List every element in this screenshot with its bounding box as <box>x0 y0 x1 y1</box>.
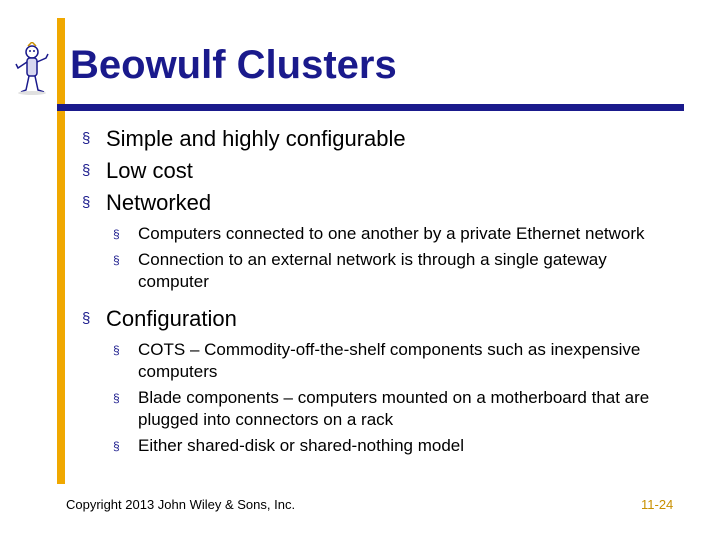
sub-bullet-item <box>80 435 680 457</box>
slide-title: Beowulf Clusters <box>70 43 397 87</box>
bullet-text: Networked <box>106 190 212 215</box>
sub-bullet-icon: § <box>113 391 120 405</box>
sub-bullet-text: Connection to an external network is through a single gateway computer <box>138 250 607 291</box>
sub-bullet-text: Either shared-disk or shared-nothing model <box>138 436 465 455</box>
bullet-icon: § <box>82 162 91 179</box>
bullet-item <box>80 303 680 335</box>
bullet-icon: § <box>82 130 91 147</box>
bullet-item <box>80 123 680 155</box>
sub-bullet-item <box>80 249 680 293</box>
bullet-icon: § <box>82 194 91 211</box>
sub-bullet-icon: § <box>113 253 120 267</box>
sub-bullet-item <box>80 223 680 245</box>
sub-bullet-icon: § <box>113 439 120 453</box>
bullet-icon: § <box>82 310 91 327</box>
sub-bullet-item <box>80 387 680 431</box>
accent-bar <box>57 18 65 484</box>
sub-bullet-icon: § <box>113 343 120 357</box>
bullet-text: Low cost <box>106 158 193 183</box>
bullet-item <box>80 187 680 219</box>
bullet-item <box>80 155 680 187</box>
sub-bullet-text: Blade components – computers mounted on a motherboard that are plugged into connectors on a rack <box>138 388 650 429</box>
bullet-text: Configuration <box>106 306 237 331</box>
sub-bullet-icon: § <box>113 227 120 241</box>
bullet-text: Simple and highly configurable <box>106 126 406 151</box>
page-number: 11-24 <box>641 497 674 512</box>
sub-bullet-text: COTS – Commodity-off-the-shelf components such as inexpensive computers <box>138 340 641 381</box>
sub-bullet-item <box>80 339 680 383</box>
title-rule <box>57 104 684 111</box>
bullet-list <box>80 123 680 461</box>
dinosaur-mascot-icon <box>14 42 50 96</box>
copyright-text: Copyright 2013 John Wiley & Sons, Inc. <box>66 497 296 512</box>
sub-bullet-text: Computers connected to one another by a private Ethernet network <box>138 224 645 243</box>
